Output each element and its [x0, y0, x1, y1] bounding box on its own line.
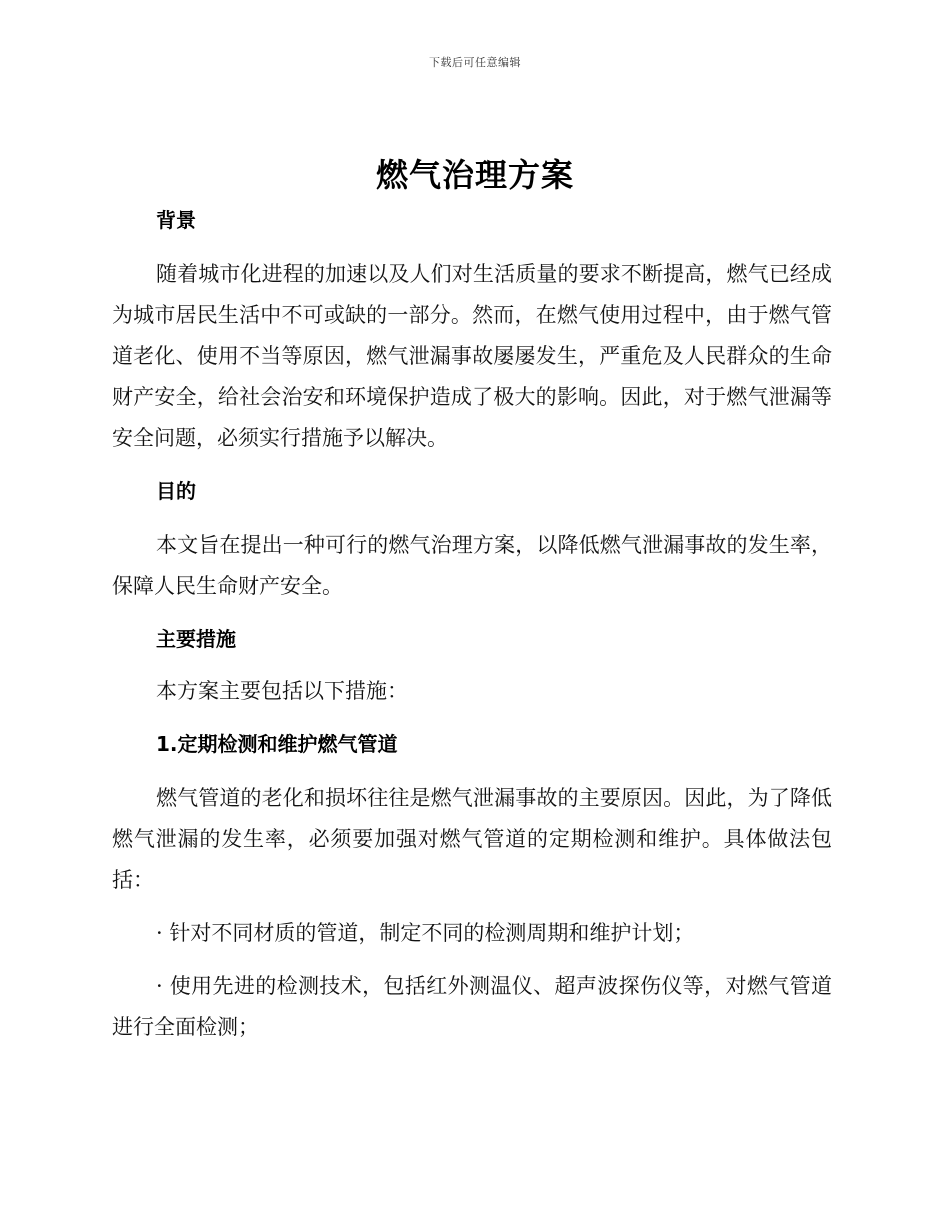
heading-measure-1: 1.定期检测和维护燃气管道 [156, 732, 398, 756]
bullet-item: · 使用先进的检测技术，包括红外测温仪、超声波探伤仪等，对燃气管道进行全面检测； [112, 974, 832, 1039]
header-note: 下载后可任意编辑 [429, 56, 521, 69]
bullet-item: · 针对不同材质的管道，制定不同的检测周期和维护计划； [156, 921, 695, 945]
heading-background: 背景 [156, 208, 196, 232]
paragraph-measures-intro: 本方案主要包括以下措施： [156, 679, 408, 703]
paragraph-measure-1: 燃气管道的老化和损坏往往是燃气泄漏事故的主要原因。因此，为了降低燃气泄漏的发生率，必须要加强对燃气管道的定期检测和维护。具体做法包括： [112, 786, 832, 892]
heading-measures: 主要措施 [156, 627, 236, 651]
document-body [112, 200, 832, 1048]
paragraph-purpose: 本文旨在提出一种可行的燃气治理方案，以降低燃气泄漏事故的发生率，保障人民生命财产安全。 [112, 533, 832, 598]
document-title: 燃气治理方案 [375, 156, 574, 194]
heading-purpose: 目的 [156, 479, 196, 503]
paragraph-background: 随着城市化进程的加速以及人们对生活质量的要求不断提高，燃气已经成为城市居民生活中不可或缺的一部分。然而，在燃气使用过程中，由于燃气管道老化、使用不当等原因，燃气泄漏事故屡屡发生，严重危及人民群众的生命财产安全，给社会治安和环境保护造成了极大的影响。因此，对于燃气泄漏等安全问题，必须实行措施予以解决。 [112, 262, 832, 450]
